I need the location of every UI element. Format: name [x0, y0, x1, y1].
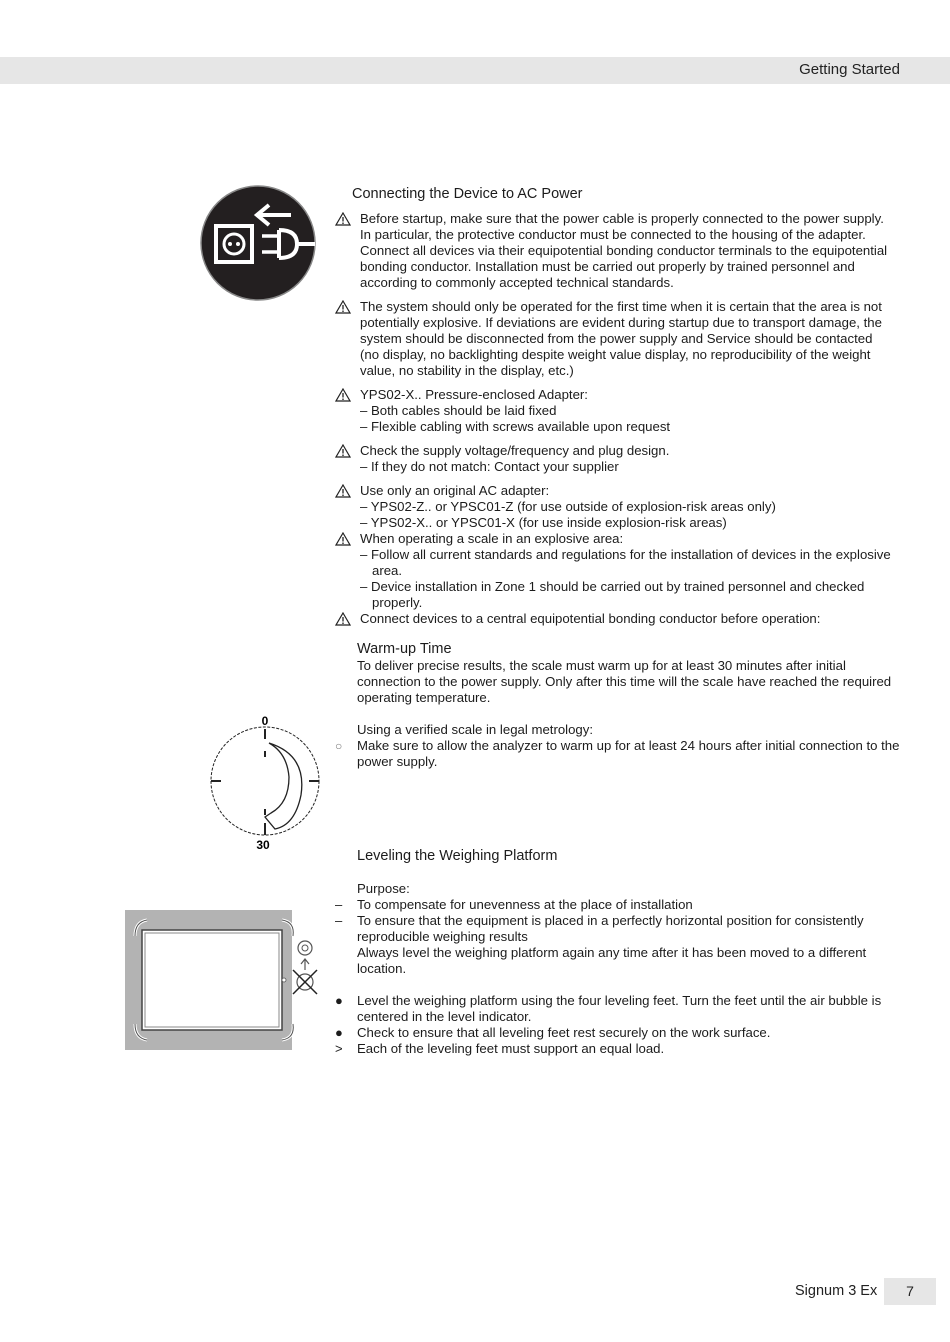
purpose-line: reproducible weighing results	[357, 929, 528, 944]
circle-bullet: ○	[335, 739, 343, 753]
purpose-label: Purpose:	[357, 881, 410, 896]
warning-line: bonding conductor. Installation must be carried out properly by trained personnel and	[360, 259, 855, 274]
warning-line: (no display, no backlighting despite weight value display, no reproducibility of the weight	[360, 347, 871, 362]
warning-line: – Follow all current standards and regulations for the installation of devices in the explosive	[360, 547, 891, 562]
purpose-line: Always level the weighing platform again any time after it has been moved to a different	[357, 945, 867, 960]
legal-line: Make sure to allow the analyzer to warm up for at least 24 hours after initial connection to the	[357, 738, 900, 753]
warning-item	[335, 387, 915, 435]
warning-item	[335, 299, 915, 379]
warning-icon	[335, 211, 353, 226]
warning-line: Before startup, make sure that the power cable is properly connected to the power supply.	[360, 211, 884, 226]
section-title-ac-power: Connecting the Device to AC Power	[352, 186, 583, 202]
warning-icon	[335, 531, 353, 546]
header-title: Getting Started	[799, 61, 900, 78]
purpose-line: To compensate for unevenness at the place of installation	[357, 897, 693, 912]
weighing-platform-figure	[125, 910, 320, 1050]
warning-line: The system should only be operated for the first time when it is certain that the area is not	[360, 299, 882, 314]
dot-bullet: ●	[335, 1025, 343, 1040]
warning-item	[335, 211, 915, 291]
warning-line: – YPS02-X.. or YPSC01-X (for use inside explosion-risk areas)	[360, 515, 727, 530]
warning-line: potentially explosive. If deviations are evident during startup due to transport damage, the	[360, 315, 882, 330]
warning-line: value, no stability in the display, etc.)	[360, 363, 574, 378]
section-title-leveling: Leveling the Weighing Platform	[357, 848, 558, 864]
warmup-line: connection to the power supply. Only after this time will the scale have reached the required	[357, 674, 892, 689]
purpose-label-row	[357, 881, 917, 897]
page-number: 7	[906, 1283, 914, 1299]
dot-bullet: ●	[335, 993, 343, 1008]
warning-line: – Both cables should be laid fixed	[360, 403, 557, 418]
clock-label-bottom: 30	[256, 838, 270, 852]
warning-line: according to commonly accepted technical standards.	[360, 275, 674, 290]
warning-line: Use only an original AC adapter:	[360, 483, 550, 498]
warning-line: Connect all devices via their equipotential bonding conductor terminals to the equipotential	[360, 243, 888, 258]
purpose-item	[335, 897, 915, 913]
step-line: Check to ensure that all leveling feet rest securely on the work surface.	[357, 1025, 771, 1040]
step-item	[335, 1041, 915, 1057]
header-band	[0, 57, 950, 84]
warning-line: In particular, the protective conductor must be connected to the housing of the adapter.	[360, 227, 866, 242]
step-item	[335, 993, 915, 1025]
warning-line: When operating a scale in an explosive area:	[360, 531, 624, 546]
warning-line: – Device installation in Zone 1 should be carried out by trained personnel and checked	[360, 579, 865, 594]
warning-line: Connect devices to a central equipotential bonding conductor before operation:	[360, 611, 821, 626]
legal-item	[335, 738, 915, 770]
warning-item	[335, 611, 915, 627]
step-item	[335, 1025, 915, 1041]
warning-item	[335, 531, 915, 611]
warning-line: properly.	[372, 595, 423, 610]
clock-label-top: 0	[261, 714, 269, 728]
legal-intro-text: Using a verified scale in legal metrology:	[357, 722, 594, 737]
footer-product-name: Signum 3 Ex	[795, 1283, 878, 1299]
step-line: Level the weighing platform using the four leveling feet. Turn the feet until the air bubble is	[357, 993, 882, 1008]
legal-intro	[357, 722, 917, 738]
warning-line: – If they do not match: Contact your supplier	[360, 459, 619, 474]
warning-icon	[335, 611, 353, 626]
step-line: Each of the leveling feet must support an equal load.	[357, 1041, 665, 1056]
warmup-line: To deliver precise results, the scale must warm up for at least 30 minutes after initial	[357, 658, 846, 673]
dash-bullet: –	[335, 897, 343, 912]
warmup-line: operating temperature.	[357, 690, 491, 705]
warning-line: – Flexible cabling with screws available upon request	[360, 419, 671, 434]
warning-line: Check the supply voltage/frequency and plug design.	[360, 443, 670, 458]
step-line: centered in the level indicator.	[357, 1009, 532, 1024]
warmup-body	[357, 658, 917, 706]
warning-icon	[335, 443, 353, 458]
purpose-item	[335, 913, 915, 977]
ac-plug-icon	[199, 184, 317, 302]
warning-item	[335, 443, 915, 475]
purpose-line: To ensure that the equipment is placed in a perfectly horizontal position for consistently	[357, 913, 864, 928]
warning-line: YPS02-X.. Pressure-enclosed Adapter:	[360, 387, 588, 402]
warning-line: system should be disconnected from the power supply and Service should be contacted	[360, 331, 873, 346]
purpose-line: location.	[357, 961, 407, 976]
warning-icon	[335, 387, 353, 402]
legal-line: power supply.	[357, 754, 438, 769]
warning-line: area.	[372, 563, 403, 578]
warning-icon	[335, 483, 353, 498]
warning-line: – YPS02-Z.. or YPSC01-Z (for use outside of explosion-risk areas only)	[360, 499, 776, 514]
warning-icon	[335, 299, 353, 314]
warning-item	[335, 483, 915, 531]
section-title-warmup: Warm-up Time	[357, 641, 452, 657]
result-bullet: >	[335, 1041, 343, 1056]
page-number-box	[884, 1278, 936, 1305]
warmup-clock-figure	[205, 713, 327, 853]
dash-bullet: –	[335, 913, 343, 928]
